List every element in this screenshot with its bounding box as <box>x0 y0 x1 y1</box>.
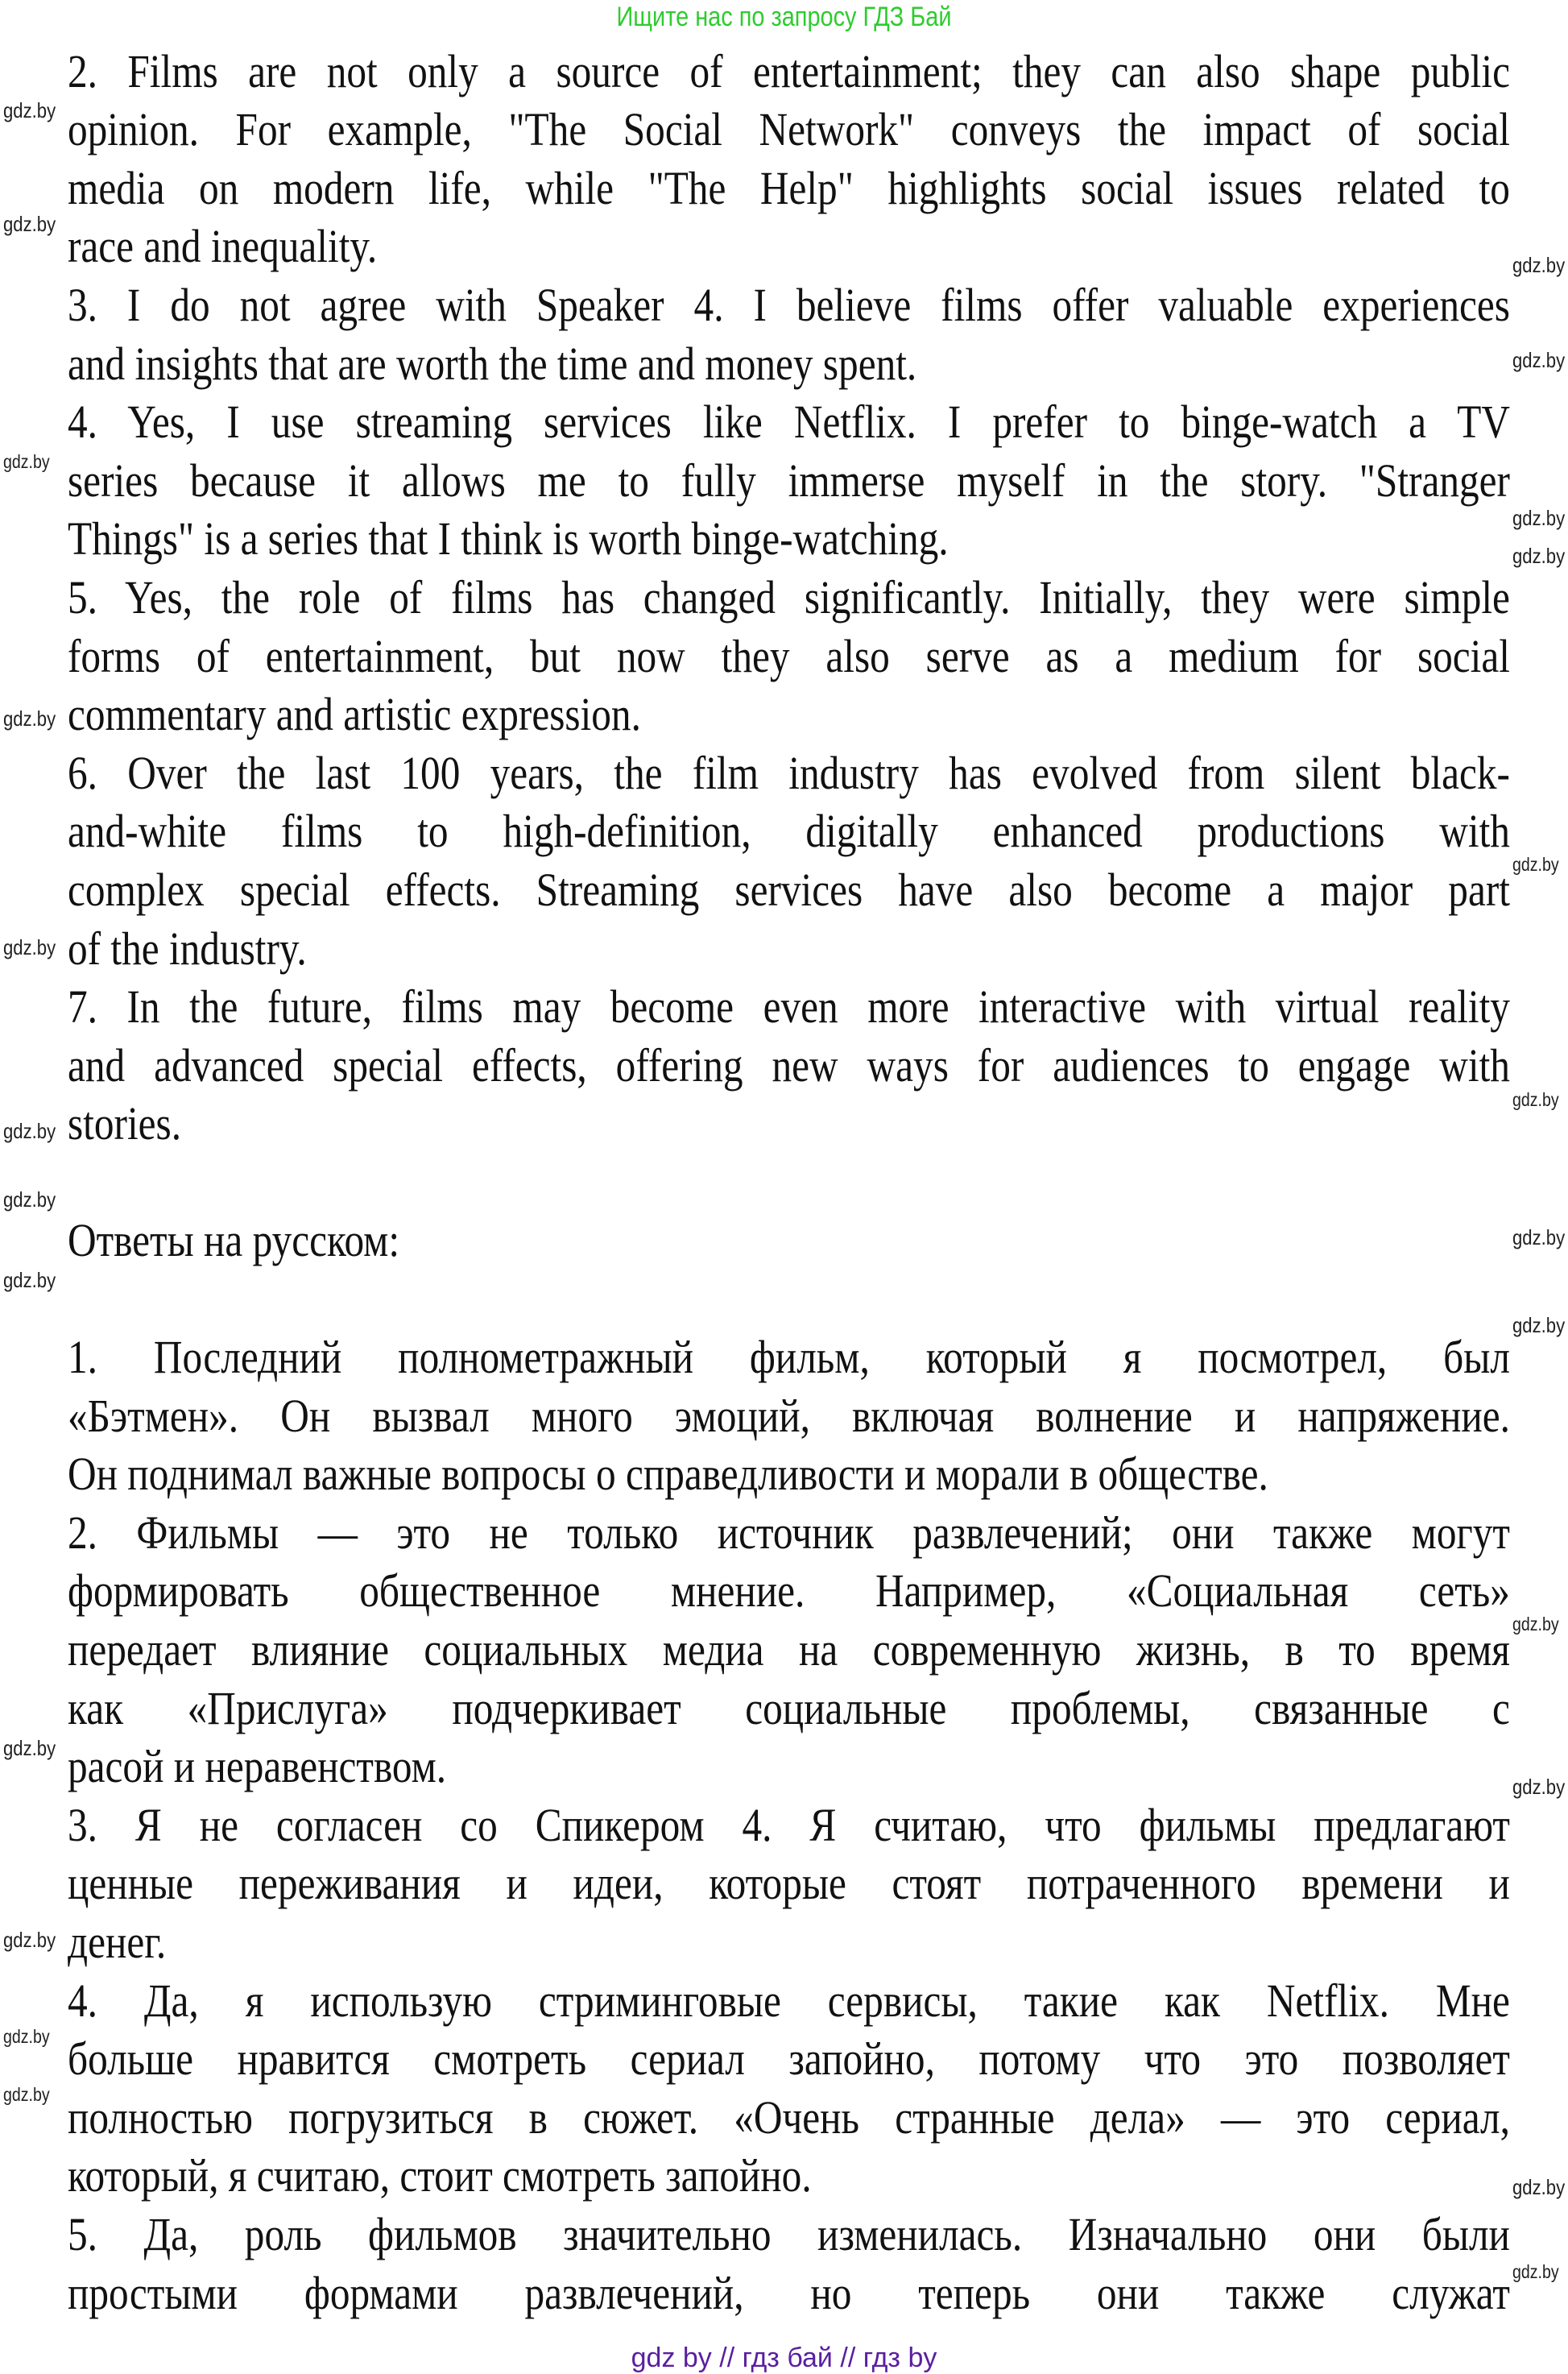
text-line-content: of the industry. <box>68 922 307 975</box>
text-line <box>68 1972 1510 2030</box>
text-line <box>68 1913 1510 1971</box>
text-line-content: commentary and artistic expression. <box>68 688 641 741</box>
text-line-content: and advanced special effects, offering new ways for audiences to engage with <box>68 1038 1510 1092</box>
watermark: gdz.by <box>1512 2261 1559 2282</box>
text-line-content: complex special effects. Streaming services have also become a major part <box>68 863 1510 916</box>
watermark: gdz.by <box>1512 544 1566 568</box>
text-line-content: формировать общественное мнение. Например, «Социальная сеть» <box>68 1564 1510 1618</box>
watermark: gdz.by <box>1512 1614 1559 1634</box>
watermark: gdz.by <box>3 935 56 959</box>
text-line-content: ценные переживания и идеи, которые стоят потраченного времени и <box>68 1857 1510 1910</box>
watermark: gdz.by <box>3 1119 56 1143</box>
text-line-content: который, я считаю, стоит смотреть запойно. <box>68 2149 812 2202</box>
text-line <box>68 861 1510 919</box>
watermark: gdz.by <box>1512 1313 1566 1337</box>
text-line <box>68 1328 1510 1386</box>
text-line-content: Things" is a series that I think is worth binge-watching. <box>68 512 949 566</box>
text-line <box>68 744 1510 802</box>
watermark: gdz.by <box>3 2026 50 2047</box>
watermark: gdz.by <box>1512 1089 1559 1110</box>
text-line <box>68 101 1510 159</box>
text-line <box>68 393 1510 451</box>
text-line <box>68 1854 1510 1912</box>
watermark: gdz.by <box>3 98 56 122</box>
watermark: gdz.by <box>3 1928 56 1952</box>
text-line-content: series because it allows me to fully immerse myself in the story. "Stranger <box>68 454 1510 507</box>
text-line-content: 6. Over the last 100 years, the film industry has evolved from silent black- <box>68 746 1510 799</box>
text-line <box>68 276 1510 334</box>
text-line-content: 3. I do not agree with Speaker 4. I believe films offer valuable experiences <box>68 278 1510 331</box>
text-line <box>68 160 1510 218</box>
text-line-content: and insights that are worth the time and money spent. <box>68 337 917 390</box>
text-line <box>68 452 1510 510</box>
text-line <box>68 2264 1510 2322</box>
text-line-content: race and inequality. <box>68 220 378 273</box>
text-line-content: передает влияние социальных медиа на современную жизнь, в то время <box>68 1623 1510 1676</box>
text-line <box>68 1095 1510 1153</box>
watermark: gdz.by <box>1512 1775 1566 1799</box>
text-line <box>68 43 1510 101</box>
text-line <box>68 978 1510 1036</box>
text-line-content: больше нравится смотреть сериал запойно, потому что это позволяет <box>68 2032 1510 2086</box>
watermark: gdz.by <box>3 212 56 236</box>
watermark: gdz.by <box>3 451 50 472</box>
text-line <box>68 628 1510 686</box>
text-line <box>68 1387 1510 1445</box>
text-line <box>68 2089 1510 2147</box>
text-line-content: 4. Да, я использую стриминговые сервисы, такие как Netflix. Мне <box>68 1974 1510 2027</box>
text-line-content: forms of entertainment, but now they also serve as a medium for social <box>68 629 1510 682</box>
text-line-content: 2. Фильмы — это не только источник развлечений; они также могут <box>68 1506 1510 1559</box>
text-line-content: расой и неравенством. <box>68 1740 447 1793</box>
watermark: gdz.by <box>3 706 56 731</box>
text-line-content: and-white films to high-definition, digitally enhanced productions with <box>68 805 1510 858</box>
watermark: gdz.by <box>3 1187 56 1212</box>
text-line <box>68 1504 1510 1562</box>
text-line <box>68 218 1510 276</box>
text-line-content: 5. Yes, the role of films has changed significantly. Initially, they were simple <box>68 570 1510 624</box>
text-line <box>68 686 1510 744</box>
footer-banner: gdz by // гдз бай // гдз by <box>631 2343 937 2373</box>
text-line <box>68 1796 1510 1854</box>
text-line-content: media on modern life, while "The Help" highlights social issues related to <box>68 161 1510 214</box>
watermark: gdz.by <box>1512 1225 1566 1249</box>
text-line-content: 5. Да, роль фильмов значительно изменилась. Изначально они были <box>68 2208 1510 2260</box>
text-line <box>68 510 1510 568</box>
text-line-content: opinion. For example, "The Social Network" conveys the impact of social <box>68 103 1510 156</box>
text-line-content: 4. Yes, I use streaming services like Netflix. I prefer to binge-watch a TV <box>68 396 1510 449</box>
text-line-content: 2. Films are not only a source of entertainment; they can also shape public <box>68 44 1510 97</box>
text-line-content: денег. <box>68 1916 167 1968</box>
text-line <box>68 1621 1510 1679</box>
text-line <box>68 2030 1510 2088</box>
watermark: gdz.by <box>1512 348 1566 372</box>
text-line <box>68 2147 1510 2205</box>
text-line <box>68 802 1510 860</box>
text-line <box>68 1562 1510 1620</box>
text-line <box>68 920 1510 978</box>
header-banner: Ищите нас по запросу ГДЗ Бай <box>616 2 952 32</box>
watermark: gdz.by <box>3 2084 50 2105</box>
text-line <box>68 1738 1510 1796</box>
watermark: gdz.by <box>1512 2175 1566 2199</box>
watermark: gdz.by <box>1512 854 1559 875</box>
watermark: gdz.by <box>1512 253 1566 277</box>
watermark: gdz.by <box>3 1736 56 1760</box>
text-line <box>68 1037 1510 1095</box>
text-line <box>68 1680 1510 1738</box>
text-line <box>68 569 1510 627</box>
text-line-content: 7. In the future, films may become even more interactive with virtual reality <box>68 980 1510 1034</box>
text-line-content: как «Прислуга» подчеркивает социальные проблемы, связанные с <box>68 1681 1510 1734</box>
text-line <box>68 2206 1510 2264</box>
russian-heading: Ответы на русском: <box>68 1214 400 1266</box>
watermark: gdz.by <box>1512 506 1566 530</box>
text-line-content: Он поднимал важные вопросы о справедливости и морали в обществе. <box>68 1448 1268 1501</box>
text-line-content: 1. Последний полнометражный фильм, который я посмотрел, был <box>68 1331 1510 1383</box>
watermark: gdz.by <box>3 1268 56 1292</box>
text-line-content: полностью погрузиться в сюжет. «Очень странные дела» — это сериал, <box>68 2090 1510 2144</box>
text-line <box>68 1445 1510 1503</box>
text-line-content: stories. <box>68 1097 182 1150</box>
text-line <box>68 335 1510 393</box>
text-line-content: 3. Я не согласен со Спикером 4. Я считаю, что фильмы предлагают <box>68 1798 1510 1851</box>
text-line-content: «Бэтмен». Он вызвал много эмоций, включая волнение и напряжение. <box>68 1389 1510 1442</box>
text-line-content: простыми формами развлечений, но теперь они также служат <box>68 2266 1510 2319</box>
